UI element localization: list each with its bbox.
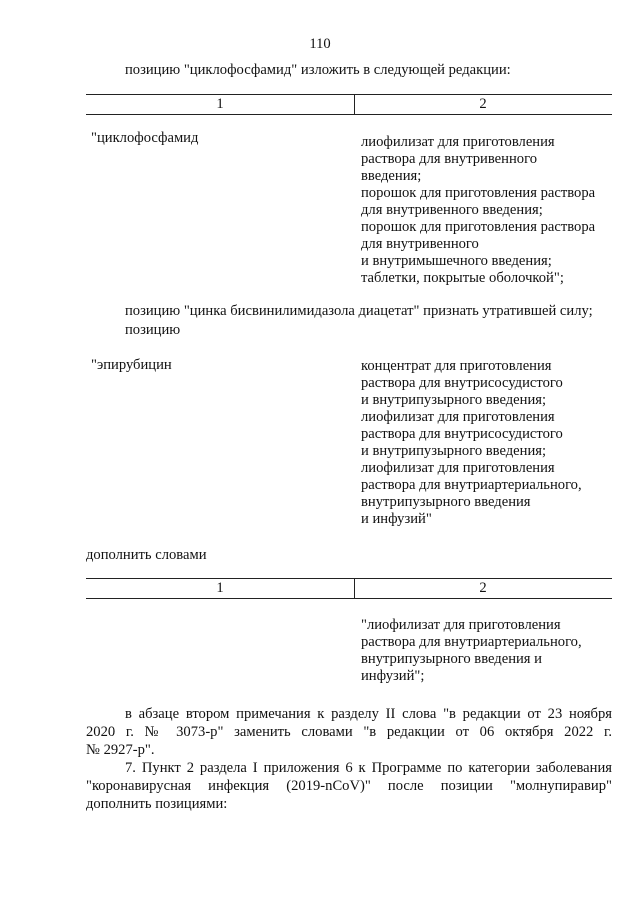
note-paragraph-line1: в абзаце втором примечания к разделу II слова "в редакции от 23 ноября [125,706,612,722]
zinc-paragraph-line1: позицию "цинка бисвинилимидазола диацетат" признать утратившей силу; [125,303,593,319]
item7-paragraph-line3: дополнить позициями: [86,796,228,812]
epirubicin-right-line: и инфузий" [361,511,432,527]
epirubicin-right-line: концентрат для приготовления [361,358,552,374]
table1-right-line: порошок для приготовления раствора [361,185,596,201]
epirubicin-right-line: лиофилизат для приготовления [361,460,555,476]
epirubicin-right-line: раствора для внутрисосудистого [361,426,563,442]
epirubicin-left-cell: "эпирубицин [91,357,172,373]
item7-paragraph-line1: 7. Пункт 2 раздела I приложения 6 к Программе по категории заболевания [125,760,612,776]
table2-right-line: раствора для внутриартериального, [361,634,582,650]
table2-right-line: "лиофилизат для приготовления [361,617,561,633]
table1-right-line: таблетки, покрытые оболочкой"; [361,270,564,286]
epirubicin-right-line: раствора для внутрисосудистого [361,375,563,391]
supplement-label: дополнить словами [86,547,207,563]
epirubicin-right-line: лиофилизат для приготовления [361,409,555,425]
table1-right-line: и внутримышечного введения; [361,253,552,269]
epirubicin-right-cell [361,358,582,528]
table1-col2-header: 2 [479,96,487,112]
table1-bottom-rule [86,114,612,115]
intro-line: позицию "циклофосфамид" изложить в следующей редакции: [125,62,511,78]
table1-right-line: порошок для приготовления раствора [361,219,596,235]
table2-right-line: инфузий"; [361,668,425,684]
note-paragraph-line2: 2020 г. № 3073-р" заменить словами "в редакции от 06 октября 2022 г. [86,724,612,740]
note-paragraph-line3: № 2927-р". [86,742,155,758]
zinc-paragraph-line2: позицию [125,322,181,338]
table1-right-line: введения; [361,168,422,184]
epirubicin-right-line: раствора для внутриартериального, [361,477,582,493]
table1-right-cell [361,134,595,287]
table1-top-rule [86,94,612,95]
table2-col1-header: 1 [216,580,224,596]
table2-bottom-rule [86,598,612,599]
item7-paragraph-line2: "коронавирусная инфекция (2019-nCoV)" после позиции "молнупиравир" [86,778,612,794]
table2-col2-header: 2 [479,580,487,596]
epirubicin-right-line: и внутрипузырного введения; [361,392,547,408]
table2-right-line: внутрипузырного введения и [361,651,542,667]
table2-right-cell [361,617,582,685]
table2-top-rule [86,578,612,579]
table1-right-line: лиофилизат для приготовления [361,134,555,150]
page-number: 110 [309,36,331,52]
table1-right-line: раствора для внутривенного [361,151,537,167]
table1-right-line: для внутривенного [361,236,479,252]
table1-col1-header: 1 [216,96,224,112]
epirubicin-right-line: и внутрипузырного введения; [361,443,547,459]
table1-right-line: для внутривенного введения; [361,202,543,218]
table1-left-cell: "циклофосфамид [91,130,199,146]
epirubicin-right-line: внутрипузырного введения [361,494,531,510]
